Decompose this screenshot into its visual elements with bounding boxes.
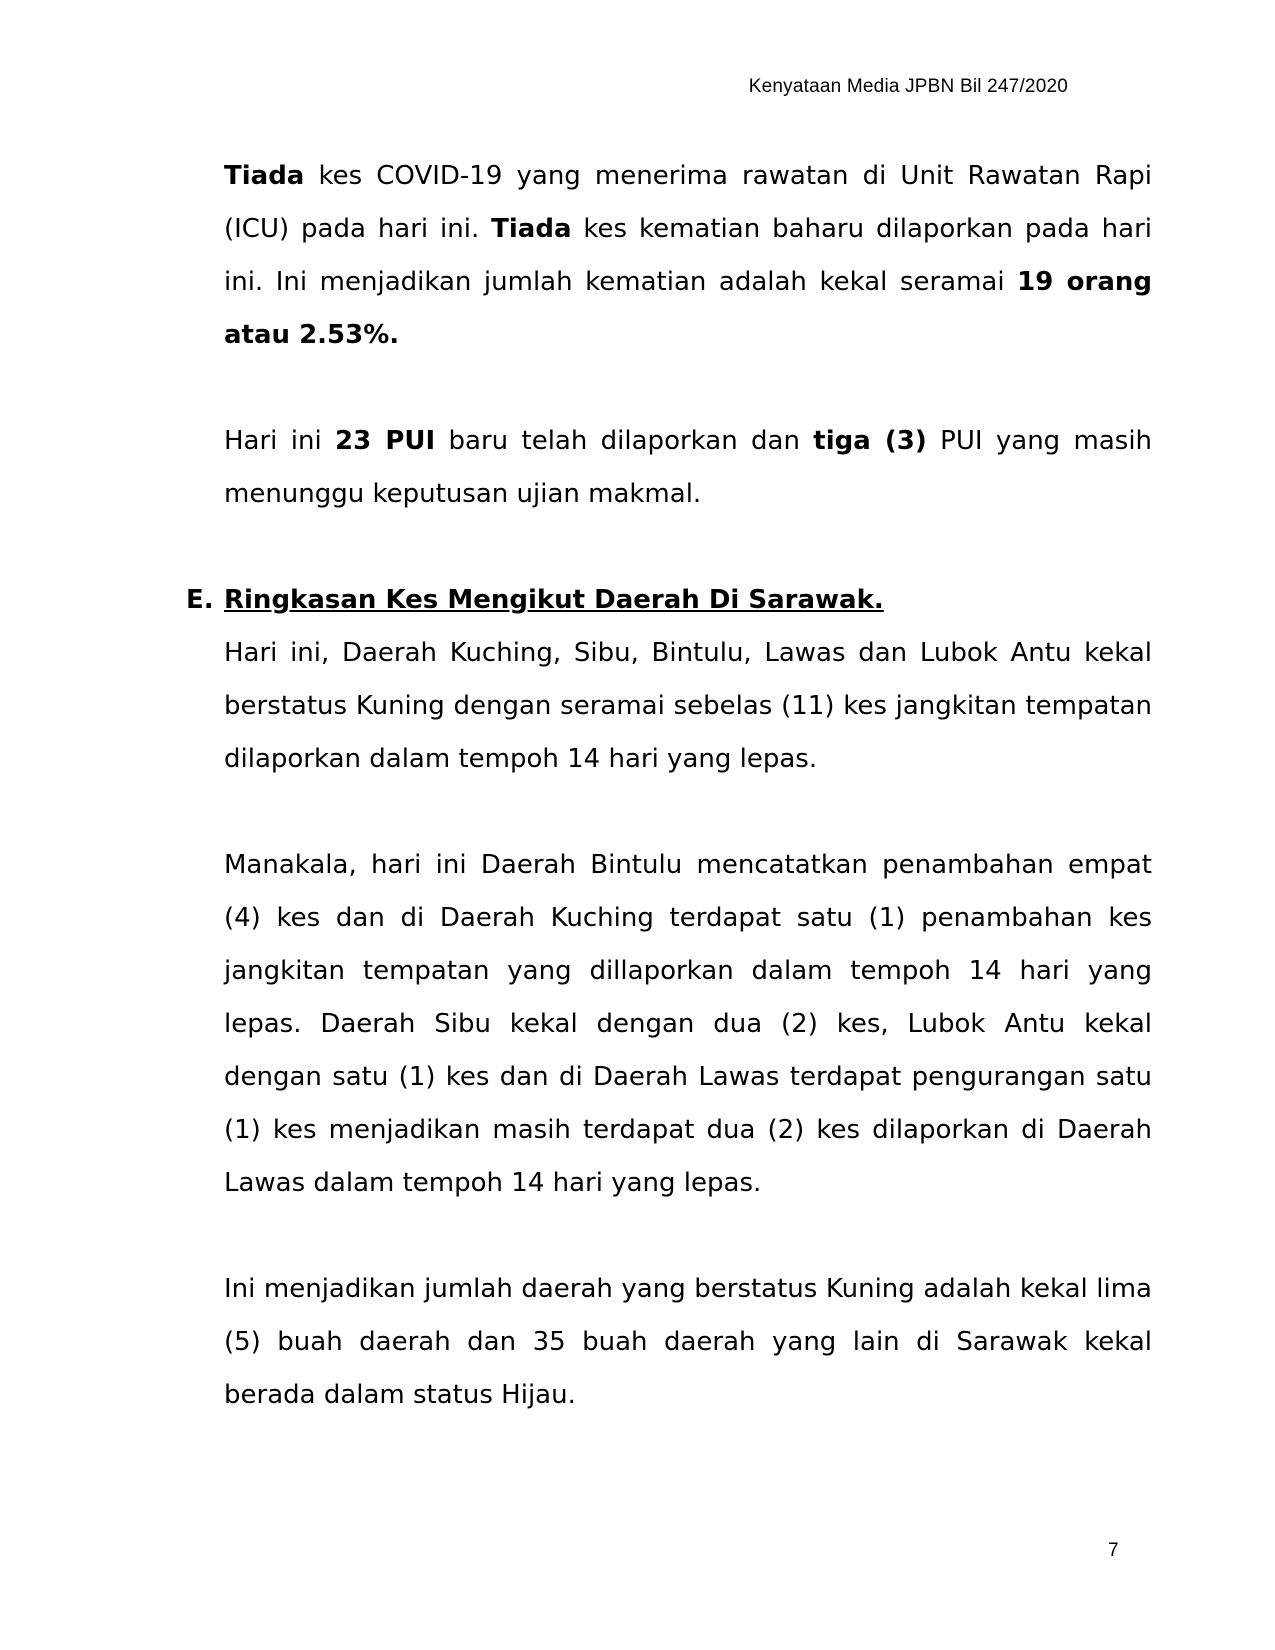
- bold-text: Tiada: [224, 161, 305, 191]
- document-body: [186, 150, 1153, 1475]
- section-letter: E.: [186, 585, 214, 615]
- district-status-paragraph: Ini menjadikan jumlah daerah yang berstatus Kuning adalah kekal lima (5) buah daerah dan 35 buah daerah yang lain di Sarawak kekal berada dalam status Hijau.: [224, 1274, 1152, 1410]
- district-changes-paragraph: Manakala, hari ini Daerah Bintulu mencatatkan penambahan empat (4) kes dan di Daerah Kuching terdapat satu (1) penambahan kes jangkitan tempatan yang dillaporkan dalam tempoh 14 hari yang lepas. Daerah Sibu kekal dengan dua (2) kes, Lubok Antu kekal dengan satu (1) kes dan di Daerah Lawas terdapat pengurangan satu (1) kes menjadikan masih terdapat dua (2) kes dilaporkan di Daerah Lawas dalam tempoh 14 hari yang lepas.: [224, 850, 1152, 1198]
- paragraph-text: kes kematian baharu dilaporkan pada hari ini. Ini menjadikan jumlah kematian adalah kekal seramai: [224, 214, 1152, 297]
- district-summary-paragraph: Hari ini, Daerah Kuching, Sibu, Bintulu, Lawas dan Lubok Antu kekal berstatus Kuning dengan seramai sebelas (11) kes jangkitan tempatan dilaporkan dalam tempoh 14 hari yang lepas.: [224, 638, 1152, 774]
- pui-paragraph: [224, 415, 1152, 521]
- bold-text: 23 PUI: [335, 426, 436, 456]
- bold-text: 19 orang atau 2.53%.: [224, 267, 1152, 350]
- paragraph-text: Hari ini: [224, 426, 336, 456]
- section-title: Ringkasan Kes Mengikut Daerah Di Sarawak.: [224, 585, 884, 615]
- paragraph-text: PUI yang masih menunggu keputusan ujian makmal.: [224, 426, 1153, 509]
- bold-text: tiga (3): [813, 426, 927, 456]
- paragraph-text: baru telah dilaporkan dan: [435, 426, 814, 456]
- paragraph-text: kes COVID-19 yang menerima rawatan di Unit Rawatan Rapi (ICU) pada hari ini.: [224, 161, 1152, 244]
- page-number: 7: [1108, 1540, 1119, 1561]
- section-heading: [186, 574, 1152, 627]
- bold-text: Tiada: [491, 214, 572, 244]
- document-header: Kenyataan Media JPBN Bil 247/2020: [748, 76, 1068, 97]
- icu-deaths-paragraph: [224, 150, 1152, 362]
